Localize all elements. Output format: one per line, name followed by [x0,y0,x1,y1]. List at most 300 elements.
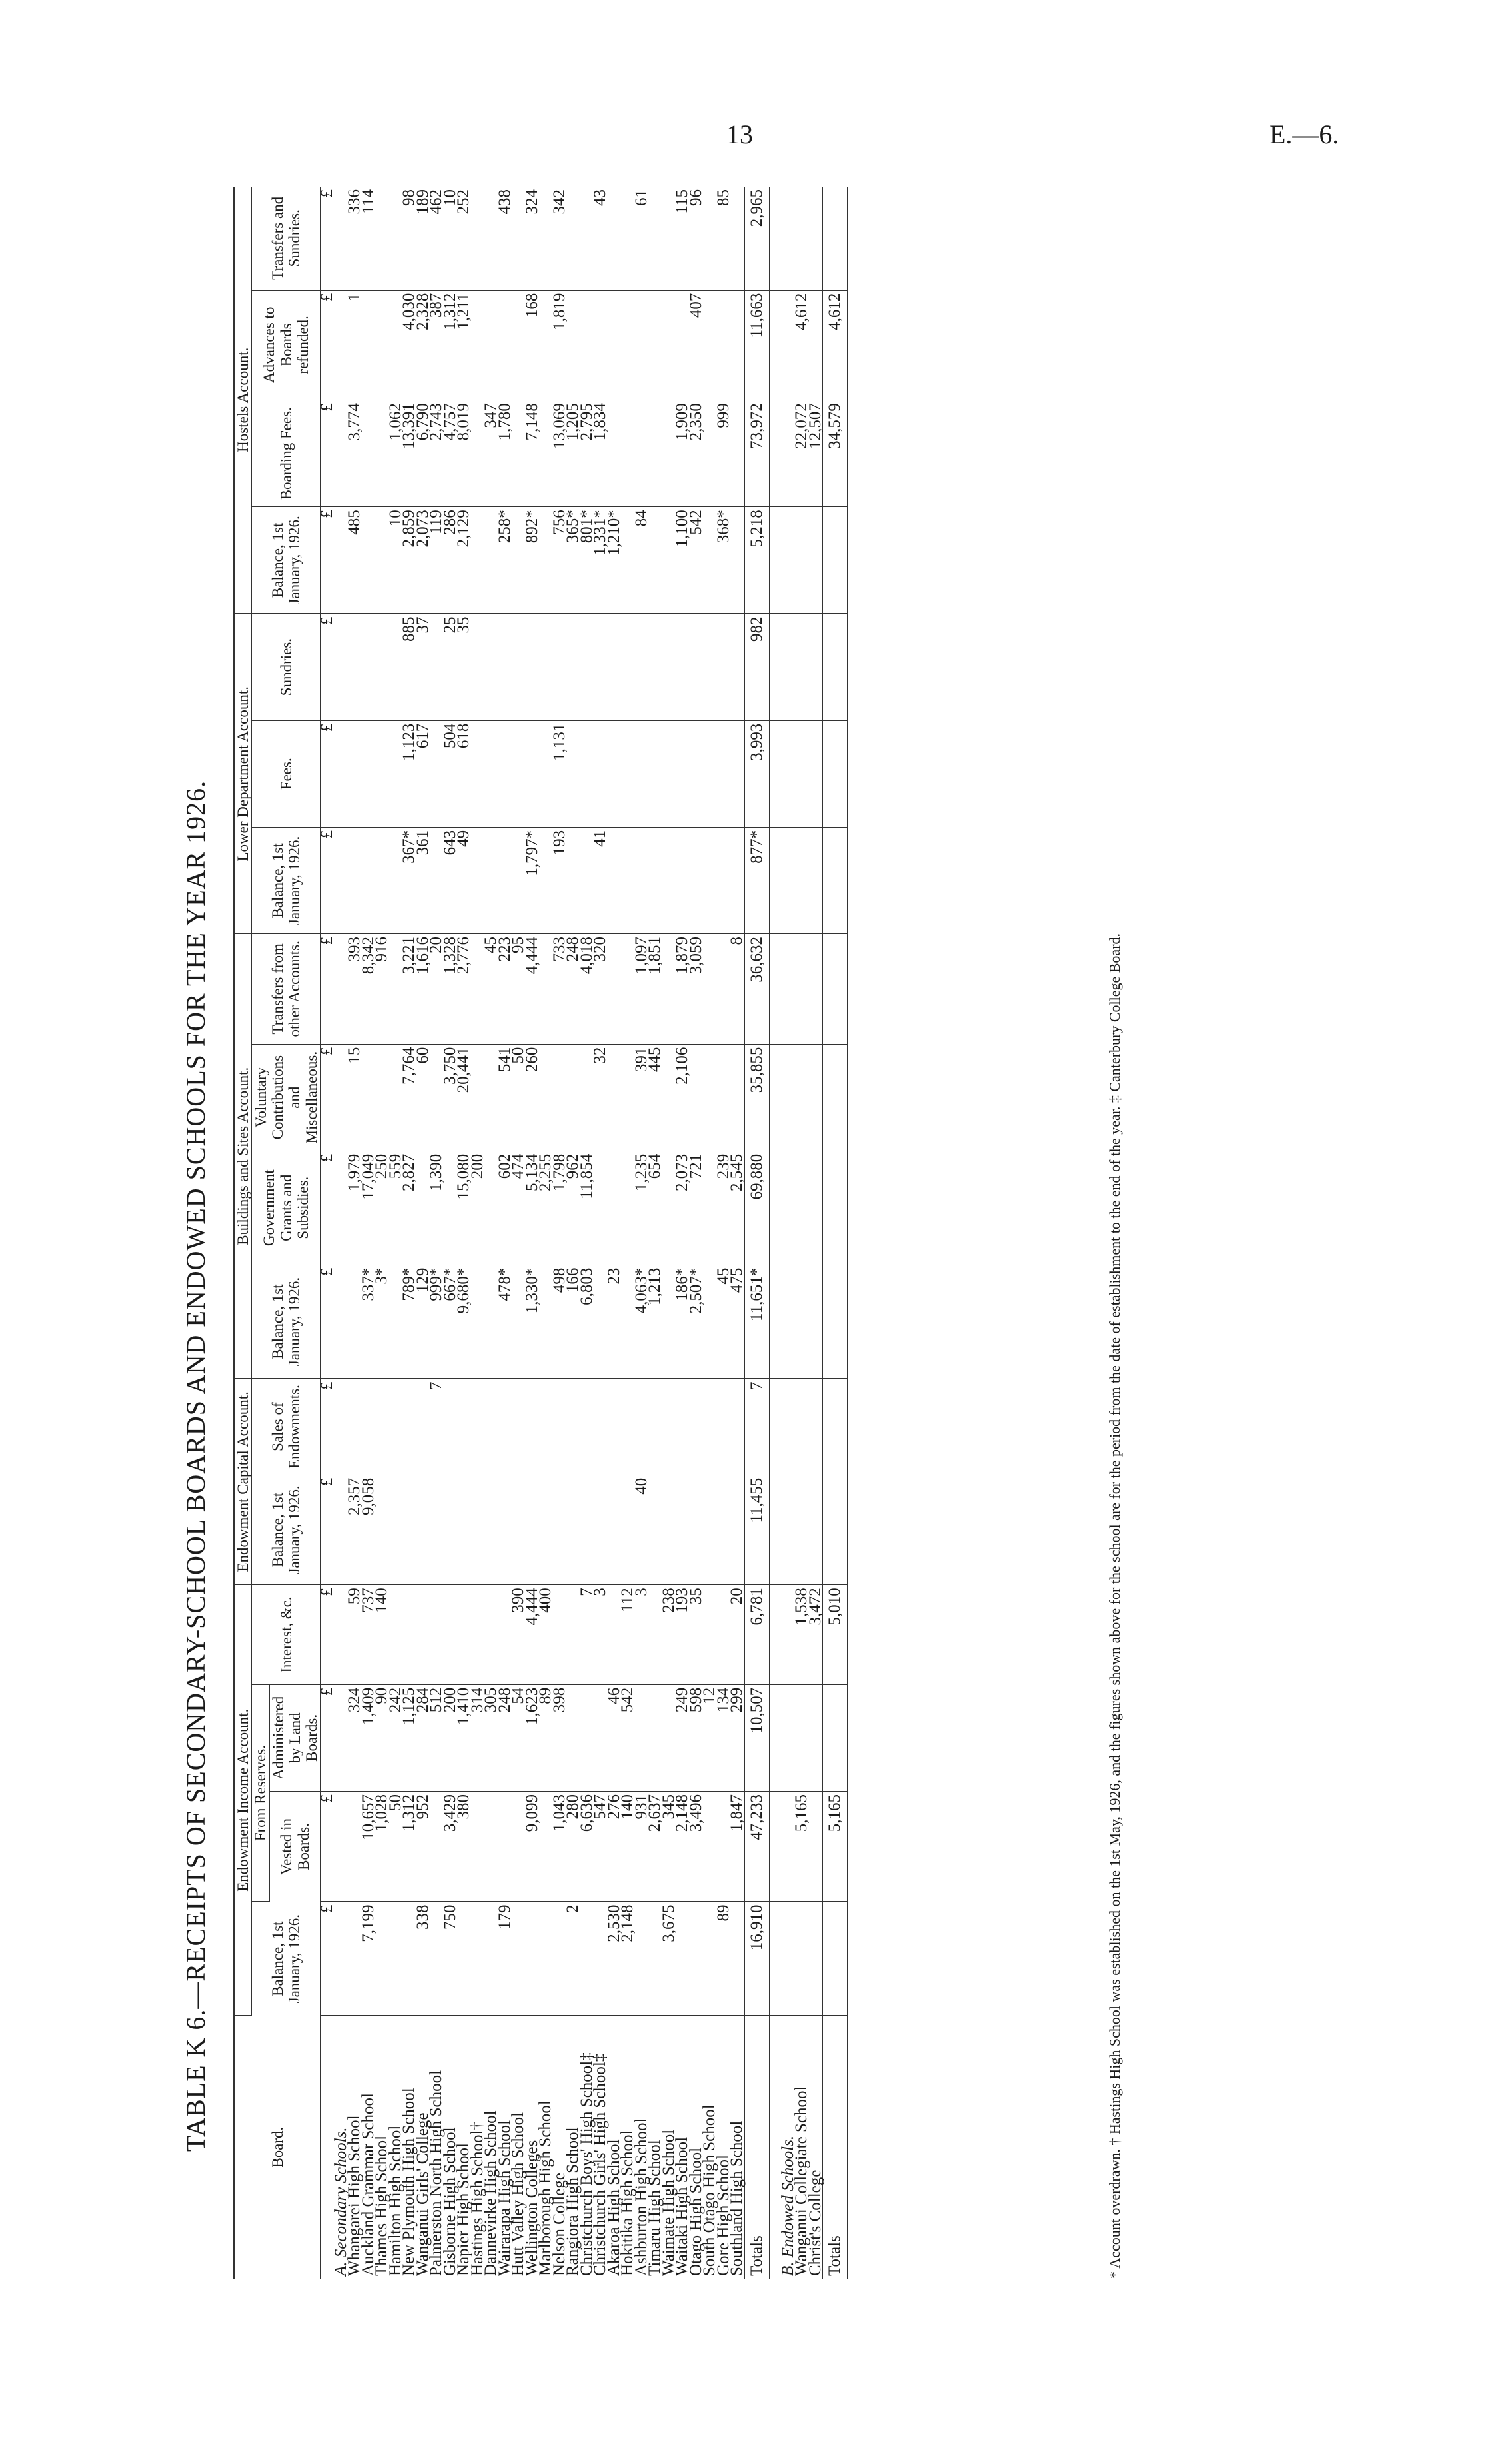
value-cell: 10,657 [362,1791,376,1902]
board-name: Whangarei High School [345,2115,364,2276]
value-cell: 1,331* [594,507,608,614]
value-cell: 20 [430,934,444,1045]
value-cell [648,827,662,933]
table-row [580,187,594,2279]
table-row [648,187,662,2279]
value-cell [566,1044,580,1151]
value-cell [703,614,717,720]
value-cell: 115 [676,187,690,290]
value-cell [471,187,485,290]
empty-cell [782,507,796,614]
value-cell: 1,062 [389,400,403,507]
value-cell [416,1475,430,1585]
value-cell: 345 [662,1791,676,1902]
footnote: * Account overdrawn. † Hastings High School was established on the 1st May, 1926, and the figures shown above for the school are for the period from the date of establishment to the end of the year. ‡ Canterbury College Board. [1106,933,1123,2279]
value-cell: 119 [430,507,444,614]
value-cell [348,1379,362,1475]
value-cell: 602 [498,1151,512,1265]
value-cell [621,614,635,720]
value-cell: 140 [621,1791,635,1902]
value-cell [730,1379,744,1475]
empty-cell [769,720,782,827]
value-cell: 1,312 [444,290,458,400]
value-cell: 1,879 [676,934,690,1045]
value-cell: 186* [676,1265,690,1379]
value-cell: 2 [566,1902,580,2016]
value-cell [457,1585,471,1685]
value-cell: 8,019 [457,400,471,507]
value-cell: 129 [416,1265,430,1379]
total-cell: 10,507 [744,1684,769,1791]
col-ec-balance: Balance, 1st January, 1926. [252,1475,321,1585]
total-cell: 4,612 [823,290,848,400]
total-cell [823,1475,848,1585]
value-cell [795,1151,809,1265]
value-cell: 3,496 [690,1791,704,1902]
value-cell [703,290,717,400]
value-cell [635,290,649,400]
section-heading: A. Secondary Schools. [331,2127,350,2276]
value-cell [809,1044,823,1151]
total-cell: 34,579 [823,400,848,507]
board-name: Hamilton High School [386,2125,404,2276]
value-cell: 6,636 [580,1791,594,1902]
total-cell: 2,965 [744,187,769,290]
total-cell: 7 [744,1379,769,1475]
value-cell: 2,776 [457,934,471,1045]
value-cell: 193 [553,827,567,933]
value-cell: 2,148 [676,1791,690,1902]
value-cell [717,827,731,933]
value-cell [717,934,731,1045]
value-cell [553,1379,567,1475]
value-cell [539,1902,553,2016]
currency-symbol: £ [321,1475,335,1585]
totals-label: Totals [744,2016,769,2279]
empty-cell [769,827,782,933]
value-cell [402,1585,416,1685]
value-cell: 2,795 [580,400,594,507]
board-name: Ashburton High School [632,2118,650,2276]
table-row [375,187,389,2279]
value-cell: 750 [444,1902,458,2016]
value-cell: 1,780 [498,400,512,507]
value-cell: 252 [457,187,471,290]
empty-cell [782,614,796,720]
value-cell: 547 [594,1791,608,1902]
value-cell [430,1585,444,1685]
value-cell [635,1684,649,1791]
value-cell: 314 [471,1684,485,1791]
empty-cell [335,614,349,720]
value-cell: 1,616 [416,934,430,1045]
value-cell [717,1475,731,1585]
table-row [362,187,376,2279]
document-code: E.—6. [1269,119,1339,149]
value-cell [471,1791,485,1902]
value-cell: 542 [621,1684,635,1791]
value-cell: 2,073 [676,1151,690,1265]
empty-cell [769,1684,782,1791]
currency-symbol: £ [321,934,335,1045]
value-cell: 276 [608,1791,622,1902]
value-cell [621,290,635,400]
value-cell: 721 [690,1151,704,1265]
group-hostels: Hostels Account. [234,187,252,614]
empty-cell [782,1902,796,2016]
empty-cell [769,1044,782,1151]
col-transfers-other: Transfers from other Accounts. [252,934,321,1045]
value-cell [580,1379,594,1475]
value-cell: 112 [621,1585,635,1685]
value-cell: 2,148 [621,1902,635,2016]
value-cell: 4,063* [635,1265,649,1379]
value-cell [566,1475,580,1585]
group-from-reserves: From Reserves. [252,1684,269,1902]
empty-cell [335,827,349,933]
value-cell [539,614,553,720]
value-cell [809,1791,823,1902]
value-cell [526,1902,540,2016]
value-cell: 618 [457,720,471,827]
empty-cell [782,1265,796,1379]
table-row [457,187,471,2279]
value-cell [362,720,376,827]
value-cell: 98 [402,187,416,290]
value-cell: 2,350 [690,400,704,507]
col-board: Board. [234,2016,321,2279]
board-name: Waitaki High School [673,2136,692,2276]
value-cell [484,290,498,400]
value-cell: 7,764 [402,1044,416,1151]
value-cell [795,934,809,1045]
value-cell [457,1902,471,2016]
group-endowment-income: Endowment Income Account. [234,1585,252,2016]
value-cell [471,614,485,720]
value-cell: 41 [594,827,608,933]
total-cell: 5,165 [823,1791,848,1902]
value-cell: 2,530 [608,1902,622,2016]
value-cell [730,507,744,614]
value-cell [416,1585,430,1685]
value-cell [809,1902,823,2016]
empty-cell [769,934,782,1045]
value-cell: 1 [348,290,362,400]
value-cell: 498 [553,1265,567,1379]
value-cell: 3,472 [809,1585,823,1685]
value-cell [457,1475,471,1585]
value-cell: 223 [498,934,512,1045]
value-cell [809,614,823,720]
table-row [539,187,553,2279]
value-cell: 5,134 [526,1151,540,1265]
value-cell [795,507,809,614]
value-cell: 4,612 [795,290,809,400]
value-cell: 643 [444,827,458,933]
value-cell: 801* [580,507,594,614]
value-cell [362,507,376,614]
currency-symbol: £ [321,1151,335,1265]
value-cell: 559 [389,1151,403,1265]
board-name: Napier High School [454,2143,473,2276]
value-cell [362,614,376,720]
value-cell: 361 [416,827,430,933]
value-cell: 2,357 [348,1475,362,1585]
value-cell [484,1379,498,1475]
value-cell: 3,059 [690,934,704,1045]
total-cell [823,1151,848,1265]
value-cell: 6,803 [580,1265,594,1379]
value-cell: 542 [690,507,704,614]
col-sales: Sales of Endowments. [252,1379,321,1475]
value-cell: 239 [717,1151,731,1265]
value-cell [648,1379,662,1475]
value-cell: 4,757 [444,400,458,507]
value-cell [635,400,649,507]
value-cell: 380 [457,1791,471,1902]
table-row [676,187,690,2279]
value-cell: 962 [566,1151,580,1265]
value-cell [375,1475,389,1585]
value-cell [608,1151,622,1265]
value-cell: 1,623 [526,1684,540,1791]
value-cell [608,290,622,400]
value-cell: 1,131 [553,720,567,827]
value-cell [553,614,567,720]
value-cell [375,290,389,400]
value-cell: 324 [348,1684,362,1791]
empty-cell [335,1902,349,2016]
value-cell: 1,909 [676,400,690,507]
value-cell: 667* [444,1265,458,1379]
value-cell: 438 [498,187,512,290]
empty-cell [769,187,782,290]
value-cell [608,934,622,1045]
value-cell [717,1379,731,1475]
value-cell [703,1791,717,1902]
value-cell [512,720,526,827]
value-cell [690,614,704,720]
col-h-balance: Balance, 1st January, 1926. [252,507,321,614]
value-cell: 2,328 [416,290,430,400]
value-cell: 13,391 [402,400,416,507]
value-cell: 8,342 [362,934,376,1045]
value-cell [553,1585,567,1685]
value-cell [471,1902,485,2016]
empty-cell [782,1475,796,1585]
rotated-table-block [180,187,1313,2279]
value-cell: 49 [457,827,471,933]
value-cell: 260 [526,1044,540,1151]
board-name: Timaru High School [646,2140,664,2276]
value-cell [676,1902,690,2016]
value-cell [608,720,622,827]
empty-cell [782,187,796,290]
value-cell: 3 [635,1585,649,1685]
value-cell [526,1379,540,1475]
board-name: Dannevirke High School [482,2110,500,2276]
value-cell [484,614,498,720]
value-cell [648,1475,662,1585]
value-cell [690,1475,704,1585]
value-cell [484,827,498,933]
value-cell [635,1379,649,1475]
value-cell [690,827,704,933]
value-cell [539,1379,553,1475]
total-cell: 73,972 [744,400,769,507]
value-cell [635,720,649,827]
table-row [703,187,717,2279]
value-cell [730,1902,744,2016]
value-cell [471,1044,485,1151]
value-cell [471,1585,485,1685]
value-cell: 337* [362,1265,376,1379]
value-cell: 737 [362,1585,376,1685]
value-cell [375,827,389,933]
value-cell: 193 [676,1585,690,1685]
value-cell [795,187,809,290]
value-cell: 286 [444,507,458,614]
value-cell: 485 [348,507,362,614]
value-cell: 391 [635,1044,649,1151]
value-cell [471,1265,485,1379]
empty-cell [335,720,349,827]
value-cell [444,1379,458,1475]
board-name: Gore High School [714,2155,732,2276]
value-cell [703,1379,717,1475]
value-cell [498,827,512,933]
value-cell: 50 [389,1791,403,1902]
value-cell [362,400,376,507]
table-row [809,187,823,2279]
value-cell [362,1379,376,1475]
currency-symbol: £ [321,720,335,827]
value-cell: 474 [512,1151,526,1265]
board-name: Palmerston North High School [427,2070,446,2276]
value-cell [594,1379,608,1475]
value-cell: 462 [430,187,444,290]
table-row [526,187,540,2279]
value-cell: 166 [566,1265,580,1379]
value-cell [594,1475,608,1585]
empty-cell [769,1791,782,1902]
value-cell: 10 [444,187,458,290]
board-name: Gisborne High School [440,2127,459,2276]
value-cell: 45 [717,1265,731,1379]
group-buildings-sites: Buildings and Sites Account. [234,934,252,1379]
empty-cell [335,1379,349,1475]
value-cell [484,1585,498,1685]
value-cell [471,1379,485,1475]
empty-cell [769,1475,782,1585]
table-row [635,187,649,2279]
value-cell: 654 [648,1151,662,1265]
value-cell: 7,148 [526,400,540,507]
value-cell [526,720,540,827]
total-cell: 3,993 [744,720,769,827]
total-cell [823,187,848,290]
value-cell [608,614,622,720]
value-cell [676,827,690,933]
value-cell [471,290,485,400]
total-cell [823,614,848,720]
value-cell [703,1044,717,1151]
value-cell [703,1475,717,1585]
value-cell [594,1151,608,1265]
value-cell: 2,255 [539,1151,553,1265]
value-cell: 367* [402,827,416,933]
col-ld-sundries: Sundries. [252,614,321,720]
value-cell: 931 [635,1791,649,1902]
empty-cell [769,507,782,614]
value-cell: 3,774 [348,400,362,507]
value-cell [566,1684,580,1791]
value-cell [498,614,512,720]
value-cell: 23 [608,1265,622,1379]
value-cell: 50 [512,1044,526,1151]
value-cell: 20 [730,1585,744,1685]
board-name: Akaroa High School [604,2139,623,2276]
currency-symbol: £ [321,507,335,614]
value-cell [375,187,389,290]
value-cell [498,1791,512,1902]
value-cell [809,1151,823,1265]
value-cell: 11,854 [580,1151,594,1265]
value-cell: 2,507* [690,1265,704,1379]
value-cell: 1,851 [648,934,662,1045]
totals-label: Totals [823,2016,848,2279]
value-cell: 90 [375,1684,389,1791]
value-cell: 1,312 [402,1791,416,1902]
currency-symbol: £ [321,1379,335,1475]
total-cell: 11,455 [744,1475,769,1585]
table-row [498,187,512,2279]
board-name: Otago High School [686,2147,705,2276]
value-cell [621,720,635,827]
value-cell: 8 [730,934,744,1045]
value-cell: 4,444 [526,934,540,1045]
empty-cell [782,1379,796,1475]
board-name: Hutt Valley High School [509,2112,528,2276]
value-cell [703,934,717,1045]
currency-symbol: £ [321,614,335,720]
value-cell [795,614,809,720]
value-cell [635,614,649,720]
value-cell [580,614,594,720]
value-cell: 54 [512,1684,526,1791]
currency-row [321,187,335,2279]
value-cell [566,1585,580,1685]
total-cell [823,720,848,827]
col-bs-balance: Balance, 1st January, 1926. [252,1265,321,1379]
page-number: 13 [726,119,753,149]
spacer-row [769,187,782,2279]
value-cell [580,1475,594,1585]
value-cell [484,1791,498,1902]
currency-symbol: £ [321,1044,335,1151]
value-cell [484,720,498,827]
value-cell: 733 [553,934,567,1045]
table-row [389,187,403,2279]
value-cell [662,290,676,400]
value-cell: 1,798 [553,1151,567,1265]
value-cell [580,720,594,827]
value-cell: 89 [539,1684,553,1791]
value-cell [662,1379,676,1475]
value-cell [809,1379,823,1475]
value-cell [690,1044,704,1151]
table-row [553,187,567,2279]
